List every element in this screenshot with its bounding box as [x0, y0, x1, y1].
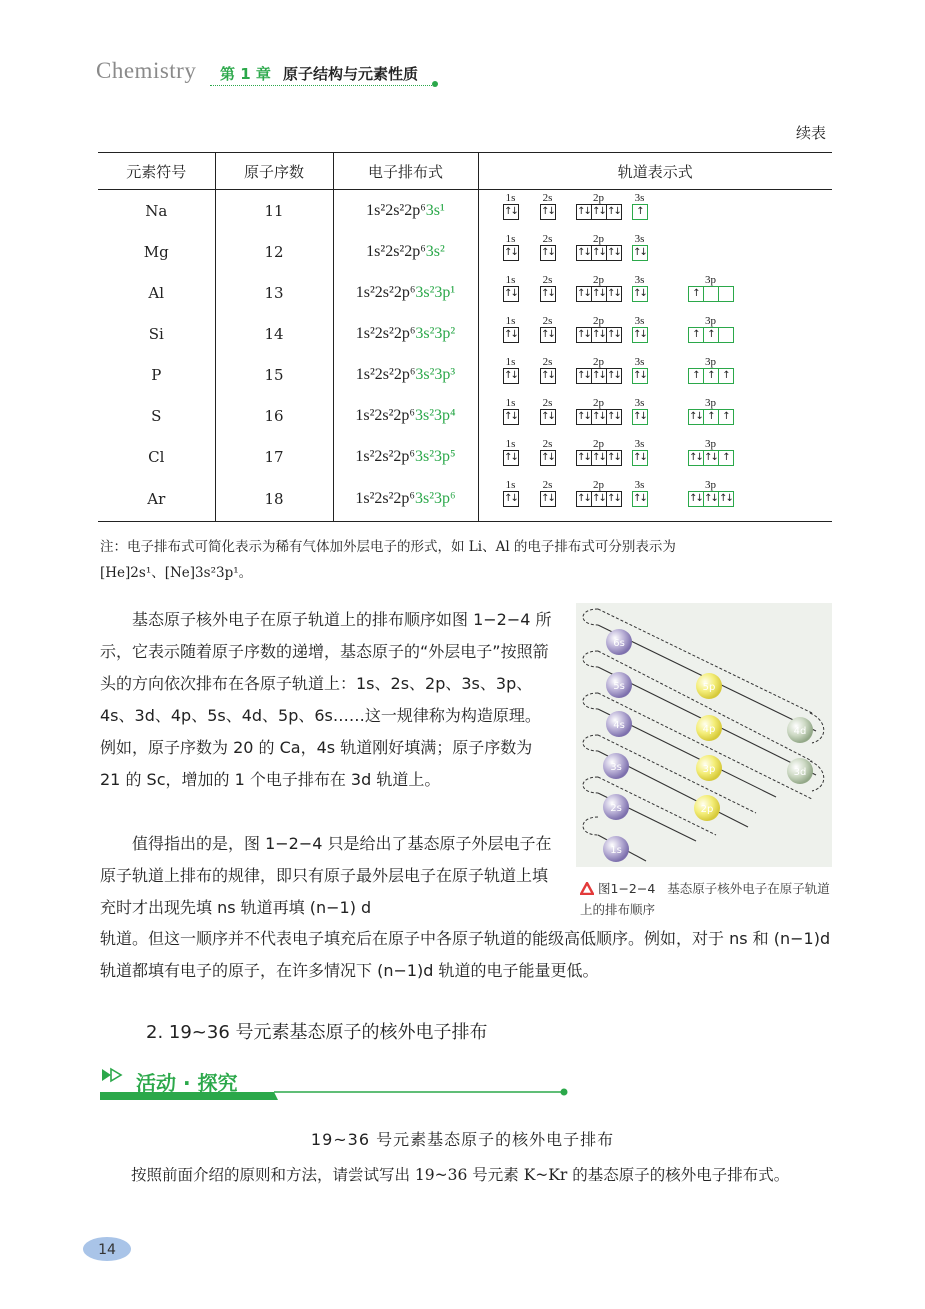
- electron-config: [333, 272, 478, 313]
- orbital-group-label: 2p: [593, 397, 604, 409]
- orbital-box: ↑↓: [576, 409, 592, 425]
- orbital-sphere-6s: [606, 629, 632, 655]
- atomic-number: 17: [215, 436, 333, 477]
- table-continued-label: 续表: [796, 124, 827, 142]
- atomic-number: 11: [215, 190, 333, 232]
- header-divider: [210, 85, 436, 86]
- orbital-box: ↑↓: [632, 450, 648, 466]
- orbital-group-label: 2p: [593, 438, 604, 450]
- table-row: [98, 313, 832, 354]
- orbital-group-label: 3s: [634, 397, 645, 409]
- orbital-box: ↑: [703, 368, 719, 384]
- orbital-group-label: 3p: [705, 274, 716, 286]
- orbital-box: ↑↓: [591, 286, 607, 302]
- column-header-config: 电子排布式: [333, 153, 478, 190]
- orbital-label: 3d: [793, 767, 807, 778]
- orbital-label: 4p: [702, 724, 716, 735]
- orbital-label: 6s: [613, 638, 625, 649]
- config-core: 1s²2s²2p⁶: [366, 242, 426, 260]
- orbital-diagram: [478, 272, 832, 313]
- orbital-box: ↑↓: [540, 409, 556, 425]
- orbital-box: ↑↓: [591, 327, 607, 343]
- orbital-label: 1s: [610, 845, 622, 856]
- orbital-box: ↑↓: [540, 450, 556, 466]
- orbital-sphere-3d: [787, 758, 813, 784]
- table-row: [98, 272, 832, 313]
- orbital-group-1s: [503, 192, 519, 220]
- config-core: 1s²2s²2p⁶: [366, 201, 426, 219]
- orbital-sphere-4s: [606, 711, 632, 737]
- header-brand: Chemistry: [96, 58, 197, 83]
- orbital-box: ↑: [718, 368, 734, 384]
- orbital-box: ↑↓: [591, 204, 607, 220]
- config-core: 1s²2s²2p⁶: [355, 283, 416, 301]
- electron-config: [333, 477, 478, 522]
- orbital-box: ↑↓: [540, 286, 556, 302]
- orbital-box: ↑↓: [632, 286, 648, 302]
- orbital-group-label: 2s: [542, 479, 553, 491]
- orbital-group-2p: [576, 315, 622, 343]
- orbital-group-label: 2s: [542, 192, 553, 204]
- orbital-group-label: 3s: [634, 356, 645, 368]
- orbital-group-3p: [688, 397, 734, 425]
- orbital-box: ↑↓: [503, 491, 519, 507]
- electron-config: [333, 354, 478, 395]
- orbital-group-3p: [688, 479, 734, 507]
- orbital-box: [703, 286, 719, 302]
- orbital-box: ↑↓: [632, 491, 648, 507]
- caption-text: 基态原子核外电子在原子轨道上的排布顺序: [580, 881, 830, 917]
- config-outer: 3s²3p³: [415, 365, 456, 383]
- orbital-label: 5s: [613, 681, 625, 692]
- exercise-title: 19~36 号元素基态原子的核外电子排布: [310, 1130, 615, 1149]
- orbital-group-1s: [503, 356, 519, 384]
- orbital-group-3s: [632, 274, 648, 302]
- orbital-group-label: 3s: [634, 479, 645, 491]
- config-outer: 3s²3p¹: [415, 283, 456, 301]
- orbital-box: ↑↓: [591, 368, 607, 384]
- orbital-box: ↑↓: [503, 327, 519, 343]
- orbital-group-2p: [576, 356, 622, 384]
- orbital-diagram: [478, 436, 832, 477]
- orbital-group-3s: [632, 397, 648, 425]
- table-row: [98, 231, 832, 272]
- orbital-group-label: 2p: [593, 233, 604, 245]
- element-symbol: P: [98, 354, 215, 395]
- orbital-group-1s: [503, 233, 519, 261]
- figure-caption: [580, 878, 840, 920]
- orbital-box: ↑↓: [703, 450, 719, 466]
- caption-triangle-icon: [580, 882, 594, 895]
- orbital-box: ↑↓: [688, 491, 704, 507]
- orbital-box: ↑↓: [540, 327, 556, 343]
- orbital-group-label: 3p: [705, 479, 716, 491]
- orbital-group-label: 2p: [593, 274, 604, 286]
- element-symbol: Si: [98, 313, 215, 354]
- header-title: 原子结构与元素性质: [283, 65, 419, 83]
- orbital-box: ↑↓: [576, 327, 592, 343]
- orbital-box: ↑↓: [540, 368, 556, 384]
- table-row: [98, 354, 832, 395]
- orbital-box: ↑: [718, 450, 734, 466]
- orbital-sphere-2s: [603, 794, 629, 820]
- orbital-diagram: [478, 190, 832, 232]
- orbital-box: ↑↓: [503, 245, 519, 261]
- orbital-group-1s: [503, 274, 519, 302]
- element-symbol: Al: [98, 272, 215, 313]
- config-outer: 3s²3p⁶: [415, 490, 456, 507]
- note-text: 注：电子排布式可简化表示为稀有气体加外层电子的形式，如 Li、Al 的电子排布式可分别表示为: [100, 539, 676, 555]
- orbital-group-label: 1s: [505, 192, 516, 204]
- config-core: 1s²2s²2p⁶: [355, 406, 415, 424]
- orbital-group-label: 1s: [505, 479, 516, 491]
- page-number: 14: [98, 1242, 116, 1258]
- orbital-diagram: [478, 395, 832, 436]
- orbital-label: 2s: [610, 803, 622, 814]
- orbital-sphere-5s: [606, 672, 632, 698]
- orbital-group-label: 2s: [542, 397, 553, 409]
- orbital-group-2p: [576, 479, 622, 507]
- orbital-label: 5p: [702, 682, 716, 693]
- electron-config: [333, 395, 478, 436]
- orbital-label: 4s: [613, 720, 625, 731]
- config-outer: 3s¹: [425, 201, 445, 219]
- orbital-box: ↑↓: [591, 245, 607, 261]
- orbital-diagram: [478, 231, 832, 272]
- orbital-group-label: 2s: [542, 274, 553, 286]
- orbital-group-label: 3p: [705, 438, 716, 450]
- orbital-diagram: [478, 313, 832, 354]
- electron-config-table: [98, 152, 832, 522]
- orbital-box: ↑↓: [576, 286, 592, 302]
- orbital-group-2s: [540, 274, 556, 302]
- orbital-group-label: 3s: [634, 274, 645, 286]
- orbital-box: ↑↓: [576, 368, 592, 384]
- orbital-box: ↑↓: [540, 491, 556, 507]
- orbital-group-3s: [632, 233, 648, 261]
- orbital-box: ↑↓: [632, 245, 648, 261]
- orbital-label: 2p: [700, 804, 714, 815]
- orbital-group-3p: [688, 356, 734, 384]
- column-header-orbital: 轨道表示式: [478, 153, 832, 190]
- orbital-box: ↑↓: [688, 409, 704, 425]
- orbital-group-2s: [540, 315, 556, 343]
- orbital-diagram: [478, 477, 832, 522]
- orbital-group-3p: [688, 438, 734, 466]
- orbital-group-1s: [503, 397, 519, 425]
- orbital-box: ↑↓: [632, 409, 648, 425]
- orbital-group-label: 2p: [593, 356, 604, 368]
- exercise-text: 按照前面介绍的原则和方法，请尝试写出 19~36 号元素 K~Kr 的基态原子的核外电子排布式。: [131, 1166, 790, 1184]
- config-core: 1s²2s²2p⁶: [355, 324, 416, 342]
- orbital-box: ↑↓: [503, 204, 519, 220]
- orbital-box: ↑↓: [606, 327, 622, 343]
- table-row: [98, 190, 832, 232]
- orbital-group-label: 3s: [634, 192, 645, 204]
- electron-config: [333, 436, 478, 477]
- orbital-group-label: 3s: [634, 315, 645, 327]
- orbital-group-label: 2p: [593, 479, 604, 491]
- atomic-number: 12: [215, 231, 333, 272]
- electron-config: [333, 231, 478, 272]
- activity-title: 活动 · 探究: [136, 1071, 238, 1095]
- config-outer: 3s²3p⁴: [415, 406, 456, 424]
- element-symbol: Na: [98, 190, 215, 232]
- orbital-box: ↑↓: [576, 245, 592, 261]
- orbital-box: ↑↓: [576, 491, 592, 507]
- orbital-sphere-3s: [603, 753, 629, 779]
- orbital-box: ↑↓: [718, 491, 734, 507]
- orbital-box: ↑: [688, 327, 704, 343]
- orbital-box: ↑↓: [591, 491, 607, 507]
- orbital-group-1s: [503, 479, 519, 507]
- config-outer: 3s²3p²: [415, 324, 456, 342]
- orbital-group-label: 1s: [505, 274, 516, 286]
- orbital-group-label: 1s: [505, 356, 516, 368]
- table-row: [98, 436, 832, 477]
- orbital-box: ↑↓: [540, 204, 556, 220]
- config-core: 1s²2s²2p⁶: [355, 365, 416, 383]
- orbital-group-2p: [576, 438, 622, 466]
- orbital-group-2s: [540, 479, 556, 507]
- atomic-number: 13: [215, 272, 333, 313]
- header-chapter: 第 1 章: [220, 65, 271, 83]
- orbital-group-2p: [576, 397, 622, 425]
- paragraph-1: 基态原子核外电子在原子轨道上的排布顺序如图 1−2−4 所示，它表示随着原子序数的递增，基态原子的“外层电子”按照箭头的方向依次排布在各原子轨道上：1s、2s、2p、3s、3p、4s、3d、4p、5s、4d、5p、6s……这一规律称为构造原理。例如，原子序数为 20 的 Ca，4s 轨道刚好填满；原子序数为 21 的 Sc，增加的 1 个电子排布在 3d 轨道上。: [100, 610, 552, 789]
- orbital-group-label: 3s: [634, 233, 645, 245]
- page-number-badge: [82, 1236, 132, 1262]
- orbital-box: ↑↓: [503, 286, 519, 302]
- column-header-number: 原子序数: [215, 153, 333, 190]
- orbital-box: ↑↓: [591, 450, 607, 466]
- orbital-group-label: 1s: [505, 233, 516, 245]
- orbital-group-label: 2p: [593, 315, 604, 327]
- orbital-group-2s: [540, 356, 556, 384]
- orbital-box: ↑↓: [606, 368, 622, 384]
- config-core: 1s²2s²2p⁶: [355, 490, 415, 507]
- orbital-box: ↑↓: [591, 409, 607, 425]
- orbital-box: ↑↓: [576, 450, 592, 466]
- caption-label: 图1−2−4: [598, 881, 656, 896]
- orbital-group-label: 2p: [593, 192, 604, 204]
- orbital-box: [718, 327, 734, 343]
- paragraph-3: 轨道。但这一顺序并不代表电子填充后在原子中各原子轨道的能级高低顺序。例如，对于 ns 和 (n−1)d 轨道都填有电子的原子，在许多情况下 (n−1)d 轨道的电子能量更低。: [100, 929, 831, 980]
- orbital-group-label: 1s: [505, 397, 516, 409]
- orbital-box: ↑: [688, 368, 704, 384]
- orbital-group-2s: [540, 397, 556, 425]
- electron-config: [333, 190, 478, 232]
- orbital-sphere-4p: [696, 715, 722, 741]
- orbital-label: 3p: [702, 764, 716, 775]
- orbital-sphere-4d: [787, 717, 813, 743]
- orbital-group-3s: [632, 356, 648, 384]
- orbital-box: ↑↓: [688, 450, 704, 466]
- orbital-group-2s: [540, 233, 556, 261]
- orbital-box: ↑: [632, 204, 648, 220]
- section-heading: 2. 19~36 号元素基态原子的核外电子排布: [146, 1022, 488, 1043]
- orbital-group-3s: [632, 315, 648, 343]
- atomic-number: 16: [215, 395, 333, 436]
- orbital-box: ↑: [718, 409, 734, 425]
- orbital-group-label: 2s: [542, 356, 553, 368]
- orbital-diagram: [478, 354, 832, 395]
- orbital-box: ↑↓: [606, 450, 622, 466]
- orbital-group-label: 3p: [705, 315, 716, 327]
- orbital-group-3p: [688, 274, 734, 302]
- orbital-sphere-5p: [696, 673, 722, 699]
- table-row: [98, 395, 832, 436]
- config-outer: 3s²: [425, 242, 445, 260]
- atomic-number: 18: [215, 477, 333, 522]
- header-dot: [432, 81, 438, 87]
- orbital-group-3p: [688, 315, 734, 343]
- orbital-box: ↑: [703, 409, 719, 425]
- orbital-group-2p: [576, 274, 622, 302]
- orbital-group-label: 2s: [542, 315, 553, 327]
- orbital-box: ↑↓: [503, 450, 519, 466]
- note-text-end: [He]2s¹、[Ne]3s²3p¹。: [100, 565, 253, 581]
- orbital-box: ↑↓: [632, 327, 648, 343]
- orbital-box: ↑↓: [606, 204, 622, 220]
- orbital-group-3s: [632, 192, 648, 220]
- orbital-box: ↑↓: [606, 409, 622, 425]
- orbital-group-1s: [503, 438, 519, 466]
- orbital-box: ↑↓: [632, 368, 648, 384]
- orbital-group-label: 3s: [634, 438, 645, 450]
- config-core: 1s²2s²2p⁶: [355, 447, 415, 465]
- paragraph-2: 值得指出的是，图 1−2−4 只是给出了基态原子外层电子在原子轨道上排布的规律，即只有原子最外层电子在原子轨道上填充时才出现先填 ns 轨道再填 (n−1) d: [100, 834, 552, 917]
- orbital-label: 4d: [793, 726, 807, 737]
- column-header-symbol: 元素符号: [98, 153, 215, 190]
- table-note: [100, 534, 832, 586]
- orbital-group-label: 2s: [542, 438, 553, 450]
- orbital-group-2s: [540, 438, 556, 466]
- orbital-sphere-2p: [694, 795, 720, 821]
- orbital-box: ↑↓: [576, 204, 592, 220]
- orbital-box: ↑↓: [503, 368, 519, 384]
- orbital-box: ↑↓: [703, 491, 719, 507]
- orbital-group-label: 3p: [705, 356, 716, 368]
- orbital-group-label: 3p: [705, 397, 716, 409]
- orbital-group-2s: [540, 192, 556, 220]
- atomic-number: 14: [215, 313, 333, 354]
- orbital-sphere-1s: [603, 836, 629, 862]
- orbital-group-label: 1s: [505, 315, 516, 327]
- electron-config: [333, 313, 478, 354]
- orbital-box: ↑↓: [503, 409, 519, 425]
- orbital-group-3s: [632, 438, 648, 466]
- atomic-number: 15: [215, 354, 333, 395]
- element-symbol: Ar: [98, 477, 215, 522]
- orbital-label: 3s: [610, 762, 622, 773]
- orbital-box: ↑↓: [606, 286, 622, 302]
- aufbau-figure: [576, 603, 832, 867]
- config-outer: 3s²3p⁵: [415, 447, 456, 465]
- table-row: [98, 477, 832, 522]
- orbital-box: ↑: [688, 286, 704, 302]
- orbital-box: [718, 286, 734, 302]
- orbital-group-1s: [503, 315, 519, 343]
- orbital-group-label: 2s: [542, 233, 553, 245]
- orbital-box: ↑↓: [606, 245, 622, 261]
- element-symbol: S: [98, 395, 215, 436]
- element-symbol: Cl: [98, 436, 215, 477]
- orbital-group-2p: [576, 192, 622, 220]
- orbital-group-label: 1s: [505, 438, 516, 450]
- orbital-group-3s: [632, 479, 648, 507]
- element-symbol: Mg: [98, 231, 215, 272]
- orbital-box: ↑↓: [540, 245, 556, 261]
- orbital-box: ↑: [703, 327, 719, 343]
- orbital-sphere-3p: [696, 755, 722, 781]
- orbital-box: ↑↓: [606, 491, 622, 507]
- orbital-group-2p: [576, 233, 622, 261]
